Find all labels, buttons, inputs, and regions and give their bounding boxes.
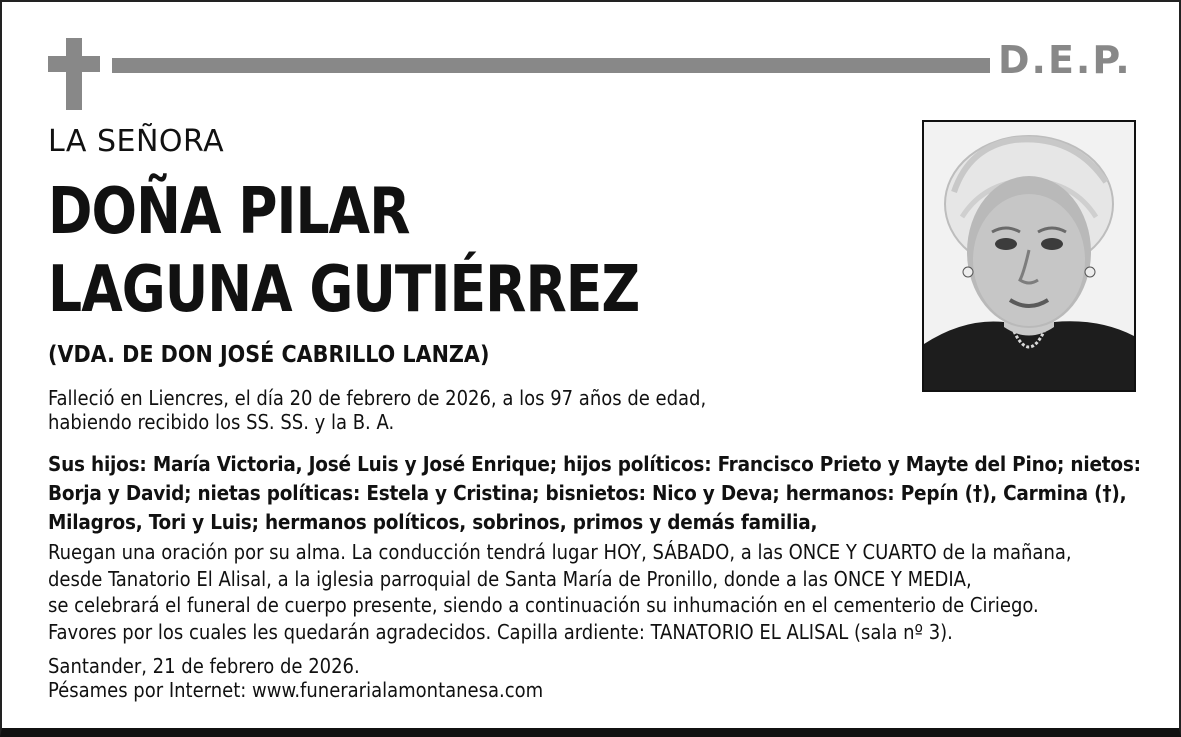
portrait-illustration bbox=[924, 122, 1134, 390]
family-line: Sus hijos: María Victoria, José Luis y José Enrique; hijos políticos: Francisco Prieto y Mayte del Pino; nietos: bbox=[48, 452, 1141, 476]
latin-cross-icon bbox=[48, 38, 100, 110]
death-line: habiendo recibido los SS. SS. y la B. A. bbox=[48, 410, 395, 434]
deceased-name-line-1: DOÑA PILAR bbox=[48, 175, 410, 249]
place-date-line: Santander, 21 de febrero de 2026. bbox=[48, 654, 360, 678]
closing-info bbox=[48, 654, 543, 702]
family-list bbox=[48, 450, 1141, 537]
death-line: Falleció en Liencres, el día 20 de febrero de 2026, a los 97 años de edad, bbox=[48, 386, 707, 410]
family-line: Borja y David; nietas políticas: Estela y Cristina; bisnietos: Nico y Deva; hermanos: Pepín (†), Carmina (†), bbox=[48, 481, 1127, 505]
funeral-details bbox=[48, 539, 1072, 645]
funeral-line: desde Tanatorio El Alisal, a la iglesia parroquial de Santa María de Pronillo, donde a las ONCE Y MEDIA, bbox=[48, 566, 972, 591]
header-rule bbox=[112, 58, 990, 73]
condolences-url-line: Pésames por Internet: www.funerarialamontanesa.com bbox=[48, 678, 544, 702]
widow-of-line: (VDA. DE DON JOSÉ CABRILLO LANZA) bbox=[48, 342, 490, 368]
funeral-line: Favores por los cuales les quedarán agradecidos. Capilla ardiente: TANATORIO EL ALISAL (sala nº 3). bbox=[48, 619, 953, 644]
honorific-title: LA SEÑORA bbox=[48, 124, 225, 159]
dep-label: D.E.P. bbox=[998, 38, 1132, 82]
death-notice bbox=[48, 386, 706, 434]
family-line: Milagros, Tori y Luis; hermanos políticos, sobrinos, primos y demás familia, bbox=[48, 510, 818, 534]
funeral-line: Ruegan una oración por su alma. La conducción tendrá lugar HOY, SÁBADO, a las ONCE Y CUARTO de la mañana, bbox=[48, 540, 1072, 564]
deceased-name-line-2: LAGUNA GUTIÉRREZ bbox=[48, 253, 640, 327]
portrait-photo bbox=[922, 120, 1136, 392]
funeral-line: se celebrará el funeral de cuerpo presente, siendo a continuación su inhumación en el cementerio de Ciriego. bbox=[48, 593, 1039, 617]
